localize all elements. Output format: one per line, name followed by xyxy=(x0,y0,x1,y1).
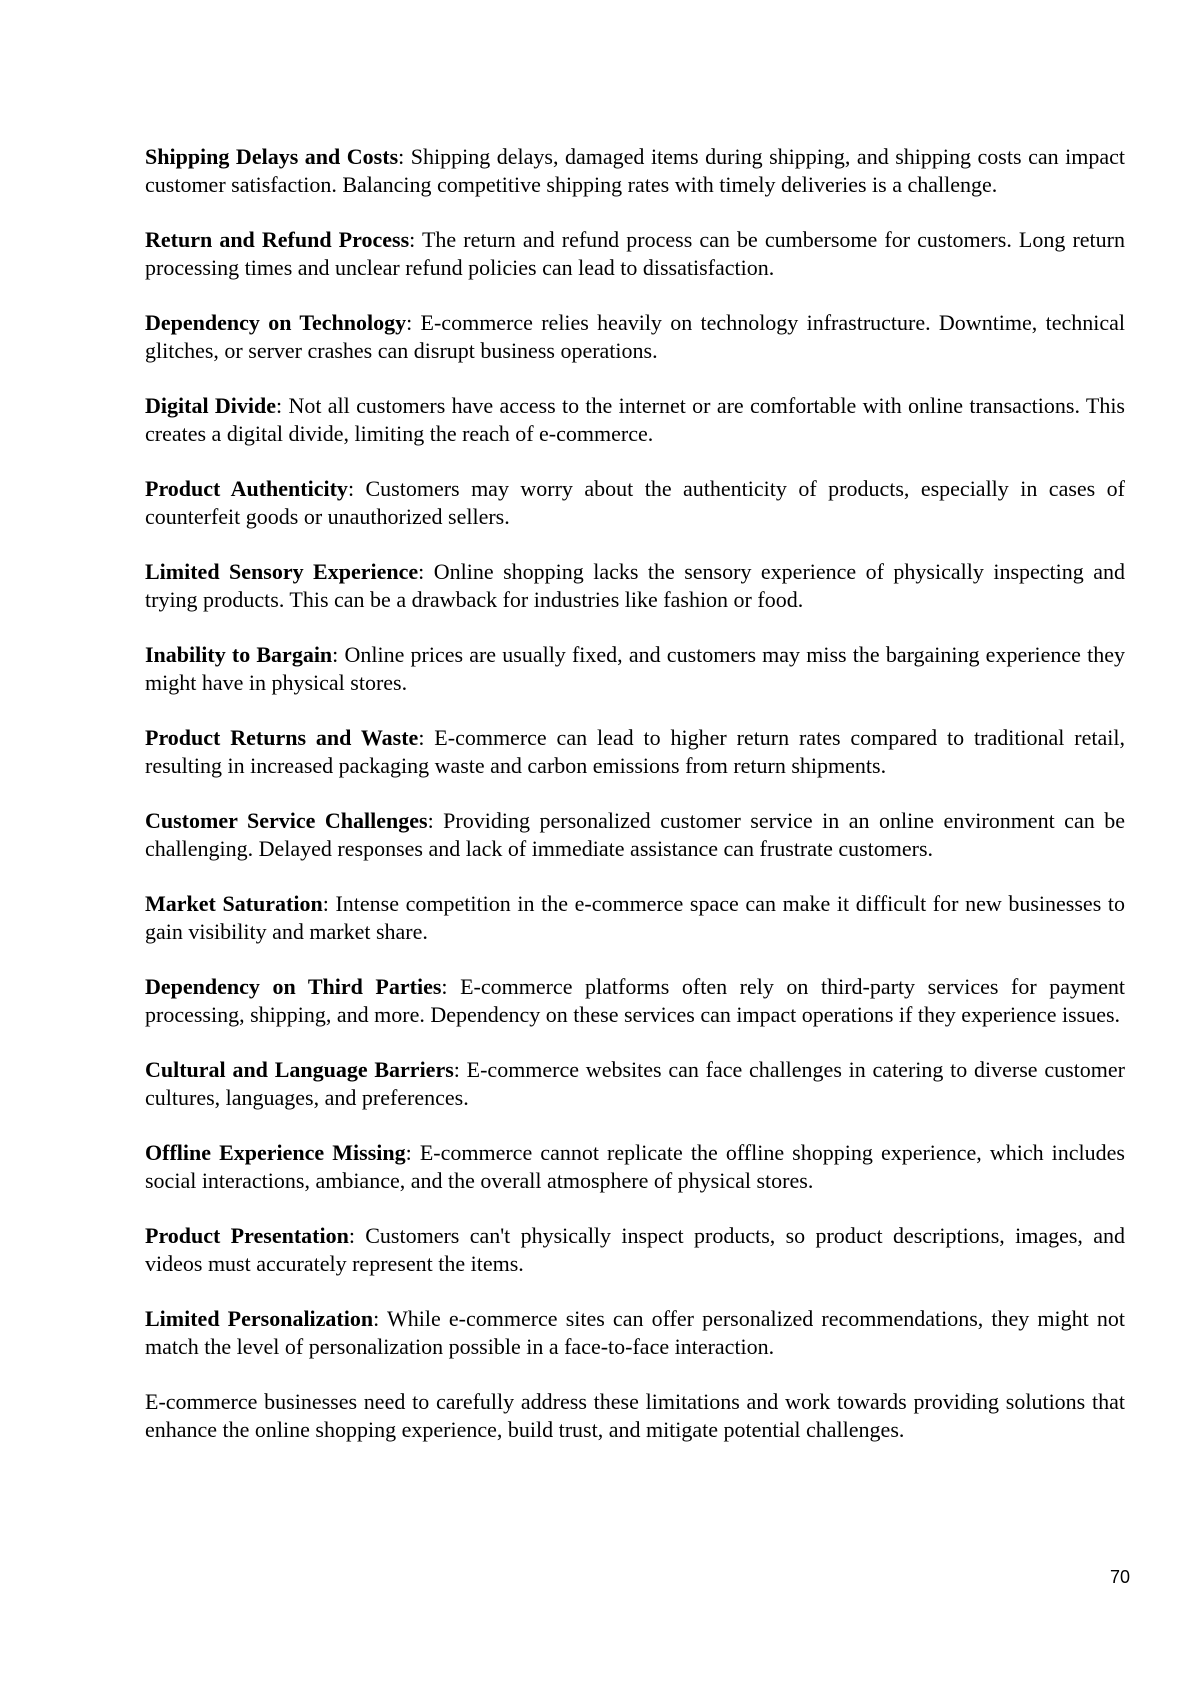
limitation-paragraph xyxy=(145,1056,1125,1112)
limitation-description: : Providing personalized customer service in an online environment can be challenging. Delayed responses and lack of immediate assistance can frustrate customers. xyxy=(145,808,1125,861)
limitation-description: : Online shopping lacks the sensory experience of physically inspecting and trying products. This can be a drawback for industries like fashion or food. xyxy=(145,559,1125,612)
limitation-description: : While e-commerce sites can offer personalized recommendations, they might not match the level of personalization possible in a face-to-face interaction. xyxy=(145,1306,1125,1359)
limitation-paragraph xyxy=(145,143,1125,199)
limitation-paragraph xyxy=(145,392,1125,448)
limitation-paragraph xyxy=(145,807,1125,863)
limitation-description: : E-commerce relies heavily on technology infrastructure. Downtime, technical glitches, or server crashes can disrupt business operations. xyxy=(145,310,1126,363)
limitation-term: Product Authenticity xyxy=(145,476,348,501)
limitation-term: Dependency on Technology xyxy=(145,310,407,335)
limitation-term: Shipping Delays and Costs xyxy=(145,144,399,169)
limitation-description: : Online prices are usually fixed, and customers may miss the bargaining experience they might have in physical stores. xyxy=(145,642,1125,695)
conclusion-paragraph: E-commerce businesses need to carefully address these limitations and work towards providing solutions that enhance the online shopping experience, build trust, and mitigate potential challenges. xyxy=(145,1389,1125,1442)
limitation-paragraph xyxy=(145,973,1125,1029)
limitation-description: : Intense competition in the e-commerce space can make it difficult for new businesses to gain visibility and market share. xyxy=(145,891,1126,944)
limitation-description: : The return and refund process can be cumbersome for customers. Long return processing times and unclear refund policies can lead to dissatisfaction. xyxy=(145,227,1125,280)
limitation-paragraph xyxy=(145,641,1125,697)
limitation-term: Limited Personalization xyxy=(145,1306,374,1331)
page-number: 70 xyxy=(1109,1567,1130,1587)
limitation-description: : Customers may worry about the authenticity of products, especially in cases of counterfeit goods or unauthorized sellers. xyxy=(145,476,1126,529)
limitation-term: Cultural and Language Barriers xyxy=(145,1057,454,1082)
limitation-term: Dependency on Third Parties xyxy=(145,974,442,999)
limitation-paragraph xyxy=(145,890,1125,946)
limitation-paragraph xyxy=(145,1222,1125,1278)
limitation-term: Offline Experience Missing xyxy=(145,1140,406,1165)
limitation-term: Limited Sensory Experience xyxy=(145,559,419,584)
limitation-paragraph xyxy=(145,1305,1125,1361)
limitation-description: : Shipping delays, damaged items during shipping, and shipping costs can impact customer satisfaction. Balancing competitive shipping rates with timely deliveries is a challenge. xyxy=(145,144,1125,197)
limitation-term: Digital Divide xyxy=(145,393,276,418)
limitation-paragraph xyxy=(145,724,1125,780)
limitation-description: : E-commerce can lead to higher return rates compared to traditional retail, resulting in increased packaging waste and carbon emissions from return shipments. xyxy=(145,725,1125,778)
limitation-paragraph xyxy=(145,226,1125,282)
limitation-paragraph xyxy=(145,475,1125,531)
limitation-term: Product Presentation xyxy=(145,1223,349,1248)
limitation-description: : Customers can't physically inspect products, so product descriptions, images, and videos must accurately represent the items. xyxy=(145,1223,1126,1276)
limitation-description: : Not all customers have access to the internet or are comfortable with online transactions. This creates a digital divide, limiting the reach of e-commerce. xyxy=(145,393,1125,446)
limitation-term: Product Returns and Waste xyxy=(145,725,419,750)
limitation-term: Inability to Bargain xyxy=(145,642,333,667)
page-content xyxy=(145,143,1125,1471)
limitation-paragraph xyxy=(145,558,1125,614)
limitation-term: Customer Service Challenges xyxy=(145,808,428,833)
limitation-term: Market Saturation xyxy=(145,891,323,916)
limitation-paragraph xyxy=(145,1139,1125,1195)
limitation-description: : E-commerce cannot replicate the offline shopping experience, which includes social interactions, ambiance, and the overall atmosphere of physical stores. xyxy=(145,1140,1125,1193)
limitation-description: : E-commerce platforms often rely on third-party services for payment processing, shipping, and more. Dependency on these services can impact operations if they experience issues. xyxy=(145,974,1125,1027)
limitation-paragraph xyxy=(145,309,1125,365)
limitation-description: : E-commerce websites can face challenges in catering to diverse customer cultures, languages, and preferences. xyxy=(145,1057,1125,1110)
limitation-term: Return and Refund Process xyxy=(145,227,410,252)
